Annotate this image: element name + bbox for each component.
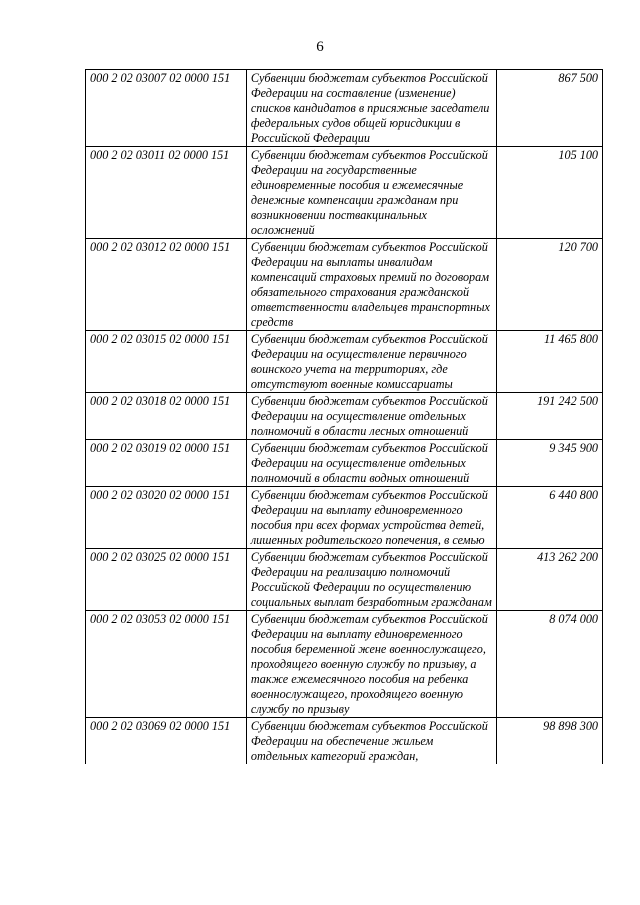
amount: 9 345 900 xyxy=(496,440,602,487)
budget-code: 000 2 02 03025 02 0000 151 xyxy=(86,549,247,611)
budget-code: 000 2 02 03007 02 0000 151 xyxy=(86,70,247,147)
budget-code: 000 2 02 03018 02 0000 151 xyxy=(86,393,247,440)
subvention-description: Субвенции бюджетам субъектов Российской Федерации на осуществление отдельных полномочий в области водных отношений xyxy=(246,440,496,487)
budget-code: 000 2 02 03011 02 0000 151 xyxy=(86,147,247,239)
amount: 11 465 800 xyxy=(496,331,602,393)
subvention-description: Субвенции бюджетам субъектов Российской Федерации на выплату единовременного пособия беременной жене военнослужащего, проходящего военную службу по призыву, а также ежемесячного пособия на ребенка военнослужащего, проходящего военную службу по призыву xyxy=(246,611,496,718)
subvention-description: Субвенции бюджетам субъектов Российской Федерации на составление (изменение) списков кандидатов в присяжные заседатели федеральных судов общей юрисдикции в Российской Федерации xyxy=(246,70,496,147)
table-row xyxy=(86,331,603,393)
table-row xyxy=(86,718,603,765)
amount: 8 074 000 xyxy=(496,611,602,718)
amount: 105 100 xyxy=(496,147,602,239)
table-row xyxy=(86,70,603,147)
amount: 120 700 xyxy=(496,239,602,331)
subvention-description: Субвенции бюджетам субъектов Российской Федерации на осуществление первичного воинского учета на территориях, где отсутствуют военные комиссариаты xyxy=(246,331,496,393)
amount: 191 242 500 xyxy=(496,393,602,440)
table-row xyxy=(86,440,603,487)
subvention-description: Субвенции бюджетам субъектов Российской Федерации на реализацию полномочий Российской Федерации по осуществлению социальных выплат безработным гражданам xyxy=(246,549,496,611)
budget-code: 000 2 02 03069 02 0000 151 xyxy=(86,718,247,765)
table-row xyxy=(86,147,603,239)
table-row xyxy=(86,239,603,331)
subvention-description: Субвенции бюджетам субъектов Российской Федерации на государственные единовременные пособия и ежемесячные денежные компенсации гражданам при возникновении поствакцинальных осложнений xyxy=(246,147,496,239)
subvention-description: Субвенции бюджетам субъектов Российской Федерации на выплату единовременного пособия при всех формах устройства детей, лишенных родительского попечения, в семью xyxy=(246,487,496,549)
page-number: 6 xyxy=(316,39,324,55)
amount: 413 262 200 xyxy=(496,549,602,611)
subventions-table xyxy=(85,69,603,764)
table-row xyxy=(86,393,603,440)
subvention-description: Субвенции бюджетам субъектов Российской Федерации на обеспечение жильем отдельных категорий граждан, xyxy=(246,718,496,765)
table-row xyxy=(86,487,603,549)
budget-code: 000 2 02 03012 02 0000 151 xyxy=(86,239,247,331)
budget-code: 000 2 02 03019 02 0000 151 xyxy=(86,440,247,487)
amount: 98 898 300 xyxy=(496,718,602,765)
table-row xyxy=(86,611,603,718)
amount: 6 440 800 xyxy=(496,487,602,549)
budget-code: 000 2 02 03020 02 0000 151 xyxy=(86,487,247,549)
table-row xyxy=(86,549,603,611)
subvention-description: Субвенции бюджетам субъектов Российской Федерации на осуществление отдельных полномочий в области лесных отношений xyxy=(246,393,496,440)
subvention-description: Субвенции бюджетам субъектов Российской Федерации на выплаты инвалидам компенсаций страховых премий по договорам обязательного страхования гражданской ответственности владельцев транспортных средств xyxy=(246,239,496,331)
budget-code: 000 2 02 03015 02 0000 151 xyxy=(86,331,247,393)
amount: 867 500 xyxy=(496,70,602,147)
budget-code: 000 2 02 03053 02 0000 151 xyxy=(86,611,247,718)
